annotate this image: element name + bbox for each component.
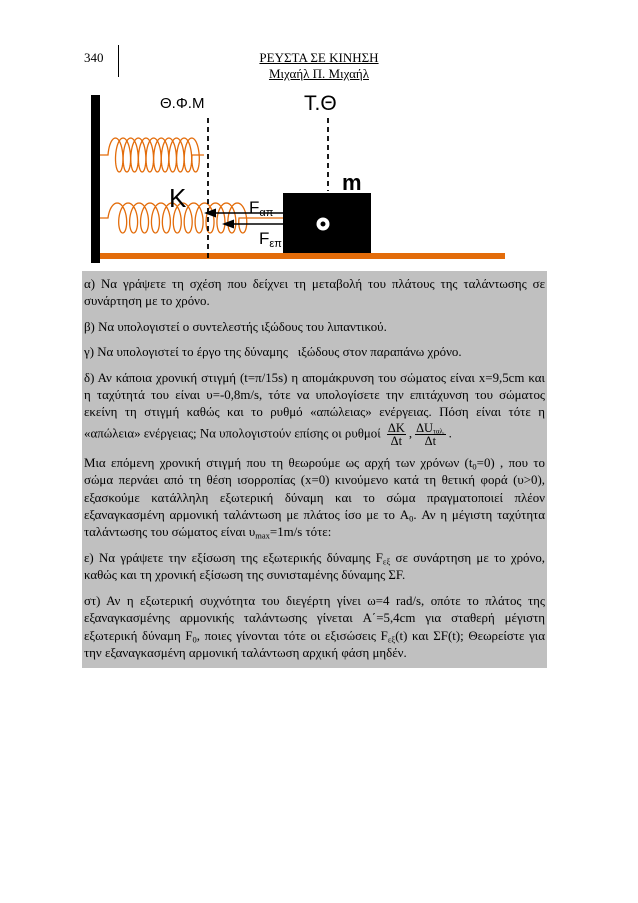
- restoring-force-symbol: F: [259, 229, 270, 248]
- time-subscript: 0: [472, 461, 477, 472]
- floor: [100, 253, 505, 259]
- fraction-denominator: Δt: [424, 433, 437, 448]
- release-label: Τ.Θ: [304, 92, 337, 115]
- equilibrium-label: Θ.Φ.Μ: [160, 95, 205, 112]
- intro-text: . Αν η μέγιστη ταχύτητα ταλάντωσης του σώματος είναι υ: [84, 508, 545, 540]
- question-d-end: .: [448, 426, 452, 441]
- question-e-text: ε) Να γράψετε την εξίσωση της εξωτερικής δύναμης F: [84, 550, 383, 565]
- author-name: Μιχαήλ Π. Μιχαήλ: [268, 66, 370, 81]
- kinetic-energy-rate-fraction: [387, 422, 406, 447]
- wall: [91, 95, 100, 263]
- numerator-subscript: ταλ.: [433, 427, 445, 436]
- restoring-force-label: [259, 229, 282, 250]
- question-c: γ) Να υπολογιστεί το έργο της δύναμης ιξώδους στον παραπάνω χρόνο.: [84, 345, 462, 360]
- force-subscript: εξ: [382, 556, 391, 567]
- upper-spring: [100, 138, 204, 172]
- mass-label: m: [342, 170, 362, 195]
- damping-force-arrowhead: [204, 209, 216, 218]
- question-f-text: (t) και ΣF(t); Θεωρείστε για την εξαναγκασμένη αρμονική ταλάντωση αρχική φάση μηδέν.: [84, 628, 545, 660]
- velocity-subscript: max: [255, 530, 270, 541]
- intro-text: =1m/s τότε:: [269, 525, 332, 540]
- damping-force-label: [249, 198, 274, 219]
- intro-text: =0) , που το σώμα περνάει από τη θέση ισορροπίας (x=0) κινούμενο κατά τη θετική φορά (υ>0), εξασκούμε κατάλληλη εξωτερική δύναμη και το σώμα πραγματοποιεί πλέον εξαναγκασμένη αρμονική ταλάντωση με πλάτος ίσο με το A: [84, 455, 545, 523]
- question-f-text: , ποιες γίνονται τότε οι εξισώσεις F: [196, 628, 388, 643]
- forced-oscillation-intro: [84, 455, 545, 542]
- fraction-numerator: ΔK: [387, 420, 405, 435]
- fraction-separator: ,: [408, 426, 413, 441]
- spring-mass-diagram: [0, 0, 638, 270]
- potential-energy-rate-fraction: [415, 422, 446, 447]
- numerator-symbol: ΔU: [416, 420, 433, 435]
- question-e-text: σε συνάρτηση με το χρόνο, καθώς και τη χρονική εξίσωση της συνισταμένης δύναμης ΣF.: [84, 550, 546, 583]
- damping-force-subscript: απ: [259, 207, 274, 219]
- questions-box: [82, 271, 547, 668]
- book-title: ΡΕΥΣΤΑ ΣΕ ΚΙΝΗΣΗ: [259, 50, 379, 65]
- question-f-text: στ) Αν η εξωτερική συχνότητα του διεγέρτη γίνει ω=4 rad/s, οπότε το πλάτος της εξαναγκασμένης αρμονικής ταλάντωσης γίνεται A΄=5,4cm για σταθερή μέγιστη εξωτερική δύναμη F: [84, 593, 545, 643]
- intro-text: Μια επόμενη χρονική στιγμή που τη θεωρούμε ως αρχή των χρόνων (t: [84, 455, 473, 470]
- amplitude-subscript: 0: [409, 513, 414, 524]
- question-a: α) Να γράψετε τη σχέση που δείχνει τη μεταβολή του πλάτους της ταλάντωσης σε συνάρτηση με το χρόνο.: [84, 277, 545, 309]
- fraction-numerator: [415, 422, 446, 435]
- restoring-force-subscript: επ: [269, 238, 282, 250]
- question-d: [84, 370, 545, 447]
- force-subscript: 0: [192, 633, 197, 644]
- question-d-text: δ) Αν κάποια χρονική στιγμή (t=π/15s) η απομάκρυνση του σώματος είναι x=9,5cm και η ταχύτητά του είναι υ=-0,8m/s, τότε να υπολογίσετε την επιτάχυνση του σώματος εκείνη τη στιγμή καθώς και το ρυθμό «απώλειας» ενέργειας. Πόση είναι τότε η «απώλεια» ενέργειας; Να υπολογιστούν επίσης οι ρυθμοί: [84, 370, 545, 441]
- center-of-mass-dot: [321, 222, 326, 227]
- spring-constant-label: K: [169, 183, 187, 213]
- question-b: β) Να υπολογιστεί ο συντελεστής ιξώδους του λιπαντικού.: [84, 319, 387, 334]
- page-number: 340: [84, 50, 104, 65]
- damping-force-symbol: F: [249, 198, 260, 217]
- question-e: [84, 550, 545, 585]
- force-subscript: εξ: [387, 633, 396, 644]
- question-f: [84, 593, 545, 663]
- fraction-denominator: Δt: [390, 433, 403, 448]
